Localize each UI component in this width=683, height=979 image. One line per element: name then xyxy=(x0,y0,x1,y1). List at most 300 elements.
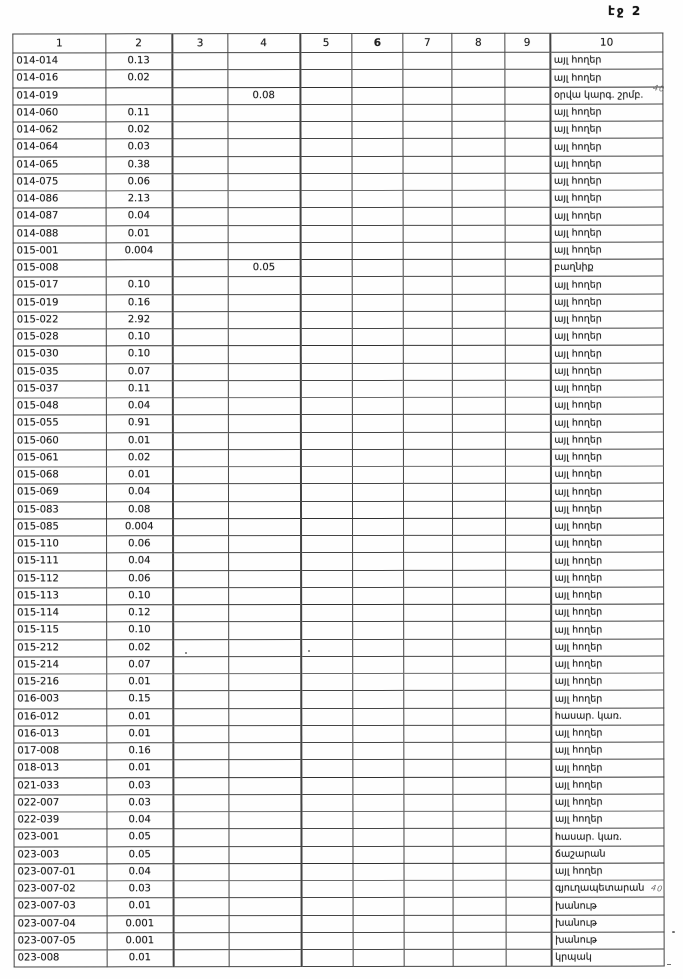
cell-col8 xyxy=(452,242,505,259)
cell-col8 xyxy=(452,277,505,294)
cell-col8 xyxy=(453,811,506,828)
cell-col2: 0.10 xyxy=(106,346,172,363)
cell-col4 xyxy=(228,70,300,87)
table-row xyxy=(13,190,663,208)
cell-col2: 0.05 xyxy=(107,846,173,863)
cell-col7 xyxy=(404,846,453,863)
cell-col8 xyxy=(453,880,506,897)
cell-col2: 2.92 xyxy=(106,311,172,328)
cell-col7 xyxy=(403,121,452,138)
cell-col6 xyxy=(353,708,404,725)
cell-col4 xyxy=(229,622,301,639)
cell-col8 xyxy=(453,742,506,759)
column-header-3: 3 xyxy=(172,34,228,53)
cell-col7 xyxy=(403,104,452,121)
cell-col10: հասար. կառ. xyxy=(551,708,664,725)
cell-col8 xyxy=(453,570,506,587)
cell-col10: հասար. կառ. xyxy=(551,828,664,845)
table-row xyxy=(13,397,663,415)
cell-col3 xyxy=(173,829,229,846)
cell-col4 xyxy=(229,656,301,673)
cell-col5 xyxy=(300,208,352,225)
cell-col7 xyxy=(404,949,453,966)
cell-col6 xyxy=(352,346,403,363)
cell-col7 xyxy=(403,363,452,380)
cell-col4 xyxy=(229,553,301,570)
cell-col9 xyxy=(505,414,550,431)
cell-col2: 2.13 xyxy=(106,191,172,208)
cell-col5 xyxy=(301,898,353,915)
cell-col8 xyxy=(452,294,505,311)
cell-col7 xyxy=(404,725,453,742)
table-row xyxy=(14,863,664,881)
cell-col7 xyxy=(403,346,452,363)
cell-col4 xyxy=(228,191,300,208)
cell-col8 xyxy=(452,104,505,121)
cell-col6 xyxy=(353,553,404,570)
column-header-10: 10 xyxy=(550,33,663,52)
cell-col10: այլ հողեր xyxy=(550,104,663,121)
cell-col10: այլ հողեր xyxy=(551,518,664,535)
cell-col3 xyxy=(173,656,229,673)
cell-col7 xyxy=(403,432,452,449)
cell-col6 xyxy=(352,277,403,294)
cell-col1: 014-014 xyxy=(13,53,106,70)
column-header-8: 8 xyxy=(452,33,505,52)
table-row xyxy=(13,414,663,432)
cell-col4 xyxy=(229,829,301,846)
cell-col7 xyxy=(404,518,453,535)
cell-col2: 0.08 xyxy=(107,501,173,518)
cell-col1: 014-019 xyxy=(13,87,106,104)
cell-col4 xyxy=(228,329,300,346)
table-row xyxy=(14,897,664,915)
cell-col6 xyxy=(353,846,404,863)
cell-col6 xyxy=(352,466,403,483)
cell-col5 xyxy=(300,346,352,363)
cell-col9 xyxy=(505,363,550,380)
cell-col2: 0.01 xyxy=(107,898,173,915)
cell-col7 xyxy=(404,691,453,708)
cell-col7 xyxy=(404,915,453,932)
cell-col5 xyxy=(301,604,353,621)
cell-col3 xyxy=(173,881,229,898)
cell-col7 xyxy=(403,415,452,432)
cell-col6 xyxy=(353,725,404,742)
cell-col9 xyxy=(505,466,550,483)
cell-col7 xyxy=(404,535,453,552)
table-row xyxy=(13,225,663,243)
cell-col6 xyxy=(353,880,404,897)
cell-col9 xyxy=(506,846,551,863)
cell-col1: 016-012 xyxy=(14,708,107,725)
cell-col6 xyxy=(352,294,403,311)
cell-col9 xyxy=(506,673,551,690)
cell-col8 xyxy=(453,587,506,604)
cell-col9 xyxy=(505,449,550,466)
cell-col6 xyxy=(353,777,404,794)
cell-col1: 021-033 xyxy=(14,777,107,794)
cell-col3 xyxy=(173,777,229,794)
cell-col7 xyxy=(404,673,453,690)
cell-col6 xyxy=(352,225,403,242)
cell-col4 xyxy=(228,53,300,70)
cell-col10: խանութ xyxy=(551,932,664,949)
cell-col4 xyxy=(228,467,300,484)
cell-col3 xyxy=(172,225,228,242)
cell-col2: 0.11 xyxy=(106,380,172,397)
cell-col6 xyxy=(353,932,404,949)
cell-col3 xyxy=(172,311,228,328)
cell-col4 xyxy=(228,225,300,242)
cell-col10: այլ հողեր xyxy=(550,294,663,311)
cell-col2: 0.04 xyxy=(106,484,172,501)
table-row xyxy=(13,432,663,450)
cell-col4 xyxy=(229,777,301,794)
cell-col8 xyxy=(452,208,505,225)
cell-col1: 015-110 xyxy=(14,536,107,553)
cell-col6 xyxy=(352,328,403,345)
cell-col1: 014-062 xyxy=(13,122,106,139)
cell-col2: 0.16 xyxy=(106,294,172,311)
cell-col6 xyxy=(352,139,403,156)
cell-col1: 023-007-02 xyxy=(14,881,107,898)
table-row xyxy=(14,759,664,777)
cell-col5 xyxy=(300,52,352,69)
cell-col5 xyxy=(301,691,353,708)
cell-col7 xyxy=(403,328,452,345)
cell-col10: այլ հողեր xyxy=(551,673,664,690)
cell-col9 xyxy=(505,432,550,449)
table-row xyxy=(13,449,663,467)
table-row xyxy=(14,535,664,553)
cell-col3 xyxy=(172,53,228,70)
cell-col2: 0.01 xyxy=(107,760,173,777)
cell-col10: այլ հողեր xyxy=(550,276,663,293)
cell-col1: 015-061 xyxy=(13,450,106,467)
cell-col4 xyxy=(229,501,301,518)
cell-col6 xyxy=(352,259,403,276)
cell-col8 xyxy=(453,898,506,915)
cell-col1: 015-060 xyxy=(13,432,106,449)
cell-col10: այլ հողեր xyxy=(550,69,663,86)
table-row xyxy=(13,466,663,484)
cell-col7 xyxy=(404,898,453,915)
cell-col2: 0.03 xyxy=(107,881,173,898)
cell-col9 xyxy=(505,207,550,224)
cell-col3 xyxy=(172,87,228,104)
cell-col1: 015-216 xyxy=(14,674,107,691)
cell-col7 xyxy=(404,570,453,587)
cell-col2: 0.01 xyxy=(107,725,173,742)
cell-col9 xyxy=(505,276,550,293)
column-header-6: 6 xyxy=(352,33,403,52)
cell-col9 xyxy=(505,138,550,155)
cell-col2: 0.07 xyxy=(106,363,172,380)
cell-col4 xyxy=(228,104,300,121)
table-row xyxy=(14,552,664,570)
cell-col2: 0.02 xyxy=(107,639,173,656)
cell-col6 xyxy=(352,87,403,104)
cell-col8 xyxy=(452,363,505,380)
table-row xyxy=(14,915,664,933)
cell-col7 xyxy=(403,259,452,276)
cell-col4 xyxy=(228,156,300,173)
cell-col8 xyxy=(453,673,506,690)
cell-col2: 0.10 xyxy=(106,277,172,294)
cell-col10: այլ հողեր xyxy=(550,311,663,328)
cell-col7 xyxy=(404,760,453,777)
cell-col4 xyxy=(228,277,300,294)
table-row xyxy=(14,673,664,691)
cell-col3 xyxy=(173,570,229,587)
cell-col10: այլ հողեր xyxy=(550,363,663,380)
cell-col10: այլ հողեր xyxy=(550,121,663,138)
cell-col4 xyxy=(229,639,301,656)
cell-col1: 017-008 xyxy=(14,743,107,760)
cell-col4 xyxy=(228,398,300,415)
cell-col2: 0.04 xyxy=(107,553,173,570)
cell-col3 xyxy=(173,518,229,535)
cell-col3 xyxy=(173,898,229,915)
cell-col5 xyxy=(301,535,353,552)
cell-col8 xyxy=(453,656,506,673)
cell-col9 xyxy=(506,639,551,656)
cell-col8 xyxy=(453,518,506,535)
cell-col9 xyxy=(505,259,550,276)
cell-col9 xyxy=(505,173,550,190)
table-row xyxy=(14,949,664,967)
cell-col7 xyxy=(403,139,452,156)
cell-col10: այլ հողեր xyxy=(551,794,664,811)
cell-col8 xyxy=(452,121,505,138)
cell-col1: 016-003 xyxy=(14,691,107,708)
cell-col6 xyxy=(353,898,404,915)
table-row xyxy=(13,121,663,139)
cell-col8 xyxy=(452,415,505,432)
cell-col7 xyxy=(404,794,453,811)
table-head xyxy=(13,33,663,53)
column-header-5: 5 xyxy=(300,33,352,52)
cell-col8 xyxy=(452,139,505,156)
cell-col10: այլ հողեր xyxy=(550,156,663,173)
table-row xyxy=(14,639,664,657)
cell-col6 xyxy=(353,915,404,932)
cell-col1: 015-214 xyxy=(14,657,107,674)
cell-col4 xyxy=(229,950,301,967)
cell-col6 xyxy=(353,863,404,880)
cell-col1: 015-212 xyxy=(14,639,107,656)
table-row xyxy=(14,501,664,519)
table-row xyxy=(14,690,664,708)
cell-col8 xyxy=(453,622,506,639)
cell-col8 xyxy=(452,328,505,345)
cell-col1: 014-075 xyxy=(13,174,106,191)
table-row xyxy=(13,380,663,398)
table-row xyxy=(14,880,664,898)
cell-col9 xyxy=(505,104,550,121)
cell-col6 xyxy=(352,432,403,449)
cell-col6 xyxy=(352,121,403,138)
cell-col4 xyxy=(229,915,301,932)
cell-col2: 0.10 xyxy=(107,622,173,639)
cell-col1: 014-087 xyxy=(13,208,106,225)
cell-col2: 0.04 xyxy=(106,208,172,225)
cell-col10: այլ հողեր xyxy=(551,811,664,828)
cell-col7 xyxy=(404,708,453,725)
cell-col1: 014-065 xyxy=(13,156,106,173)
cell-col9 xyxy=(506,604,551,621)
cell-col1: 015-035 xyxy=(13,363,106,380)
cell-col1: 016-013 xyxy=(14,726,107,743)
cell-col3 xyxy=(173,743,229,760)
table-row xyxy=(13,104,663,122)
cell-col5 xyxy=(300,432,352,449)
cell-col2: 0.91 xyxy=(106,415,172,432)
cell-col5 xyxy=(301,760,353,777)
cell-col1: 015-114 xyxy=(14,605,107,622)
cell-col3 xyxy=(172,363,228,380)
cell-col5 xyxy=(301,829,353,846)
table-row xyxy=(14,794,664,812)
cell-col9 xyxy=(505,397,550,414)
cell-col10: այլ հողեր xyxy=(550,173,663,190)
cell-col10: այլ հողեր xyxy=(551,725,664,742)
cell-col5 xyxy=(301,742,353,759)
cell-col8 xyxy=(453,708,506,725)
cell-col4 xyxy=(228,294,300,311)
cell-col7 xyxy=(404,622,453,639)
cell-col7 xyxy=(403,294,452,311)
cell-col8 xyxy=(453,777,506,794)
cell-col7 xyxy=(404,880,453,897)
cell-col7 xyxy=(403,87,452,104)
cell-col5 xyxy=(300,70,352,87)
cell-col10: խանութ xyxy=(551,915,664,932)
cell-col9 xyxy=(505,69,550,86)
cell-col7 xyxy=(403,156,452,173)
cell-col1: 015-113 xyxy=(14,588,107,605)
scan-speck xyxy=(308,650,310,652)
cell-col9 xyxy=(506,690,551,707)
cell-col8 xyxy=(452,449,505,466)
cell-col8 xyxy=(453,535,506,552)
table-row xyxy=(13,69,663,87)
cell-col2: 0.004 xyxy=(107,518,173,535)
cell-col9 xyxy=(505,345,550,362)
cell-col6 xyxy=(353,570,404,587)
cell-col2: 0.02 xyxy=(106,449,172,466)
cell-col6 xyxy=(352,363,403,380)
cell-col2: 0.03 xyxy=(107,794,173,811)
cell-col6 xyxy=(353,622,404,639)
cell-col2: 0.02 xyxy=(106,122,172,139)
cell-col9 xyxy=(505,225,550,242)
cell-col5 xyxy=(301,863,353,880)
cell-col4 xyxy=(228,432,300,449)
cell-col2: 0.03 xyxy=(107,777,173,794)
cell-col3 xyxy=(172,70,228,87)
cell-col5 xyxy=(301,915,353,932)
cell-col4 xyxy=(229,932,301,949)
cell-col1: 015-008 xyxy=(13,260,106,277)
cell-col10: այլ հողեր xyxy=(550,242,663,259)
cell-col6 xyxy=(352,415,403,432)
handwritten-mark: 40 xyxy=(650,883,664,894)
cell-col4 xyxy=(229,691,301,708)
cell-col9 xyxy=(505,483,550,500)
cell-col6 xyxy=(352,173,403,190)
cell-col10: այլ հողեր xyxy=(551,587,664,604)
cell-col4 xyxy=(228,208,300,225)
cell-col9 xyxy=(505,311,550,328)
cell-col5 xyxy=(301,518,353,535)
cell-col9 xyxy=(506,828,551,845)
table-row xyxy=(13,173,663,191)
cell-col4 xyxy=(228,311,300,328)
cell-col6 xyxy=(353,829,404,846)
cell-col8 xyxy=(453,863,506,880)
cell-col7 xyxy=(403,466,452,483)
cell-col6 xyxy=(353,742,404,759)
cell-col2: 0.04 xyxy=(107,812,173,829)
cell-col9 xyxy=(506,932,551,949)
cell-col1: 015-068 xyxy=(13,467,106,484)
cell-col2: 0.16 xyxy=(107,743,173,760)
cell-col8 xyxy=(452,190,505,207)
cell-col10: այլ հողեր xyxy=(550,432,663,449)
cell-col7 xyxy=(403,484,452,501)
cell-col10: գյուղապետարան xyxy=(551,880,664,897)
cell-col3 xyxy=(172,208,228,225)
table-row xyxy=(14,846,664,864)
cell-col1: 014-086 xyxy=(13,191,106,208)
cell-col4 xyxy=(229,846,301,863)
cell-col9 xyxy=(506,708,551,725)
cell-col5 xyxy=(300,225,352,242)
cell-col4 xyxy=(229,536,301,553)
cell-col5 xyxy=(301,846,353,863)
cell-col3 xyxy=(173,794,229,811)
cell-col7 xyxy=(404,932,453,949)
cell-col3 xyxy=(173,622,229,639)
cell-col4 xyxy=(229,760,301,777)
cell-col1: 015-112 xyxy=(14,570,107,587)
table-row xyxy=(14,656,664,674)
cell-col2: 0.06 xyxy=(107,536,173,553)
cell-col8 xyxy=(452,87,505,104)
cell-col1: 015-030 xyxy=(13,346,106,363)
cell-col4 xyxy=(228,242,300,259)
cell-col5 xyxy=(300,190,352,207)
cell-col2: 0.01 xyxy=(107,674,173,691)
cell-col5 xyxy=(300,121,352,138)
cell-col4 xyxy=(229,518,301,535)
cell-col8 xyxy=(452,156,505,173)
cell-col3 xyxy=(173,536,229,553)
cell-col7 xyxy=(404,777,453,794)
cell-col6 xyxy=(352,397,403,414)
cell-col2: 0.04 xyxy=(107,863,173,880)
cell-col3 xyxy=(172,449,228,466)
cell-col6 xyxy=(352,484,403,501)
cell-col3 xyxy=(173,691,229,708)
cell-col6 xyxy=(352,104,403,121)
cell-col8 xyxy=(452,346,505,363)
table-row xyxy=(13,294,663,312)
cell-col6 xyxy=(353,501,404,518)
cell-col4 xyxy=(229,743,301,760)
